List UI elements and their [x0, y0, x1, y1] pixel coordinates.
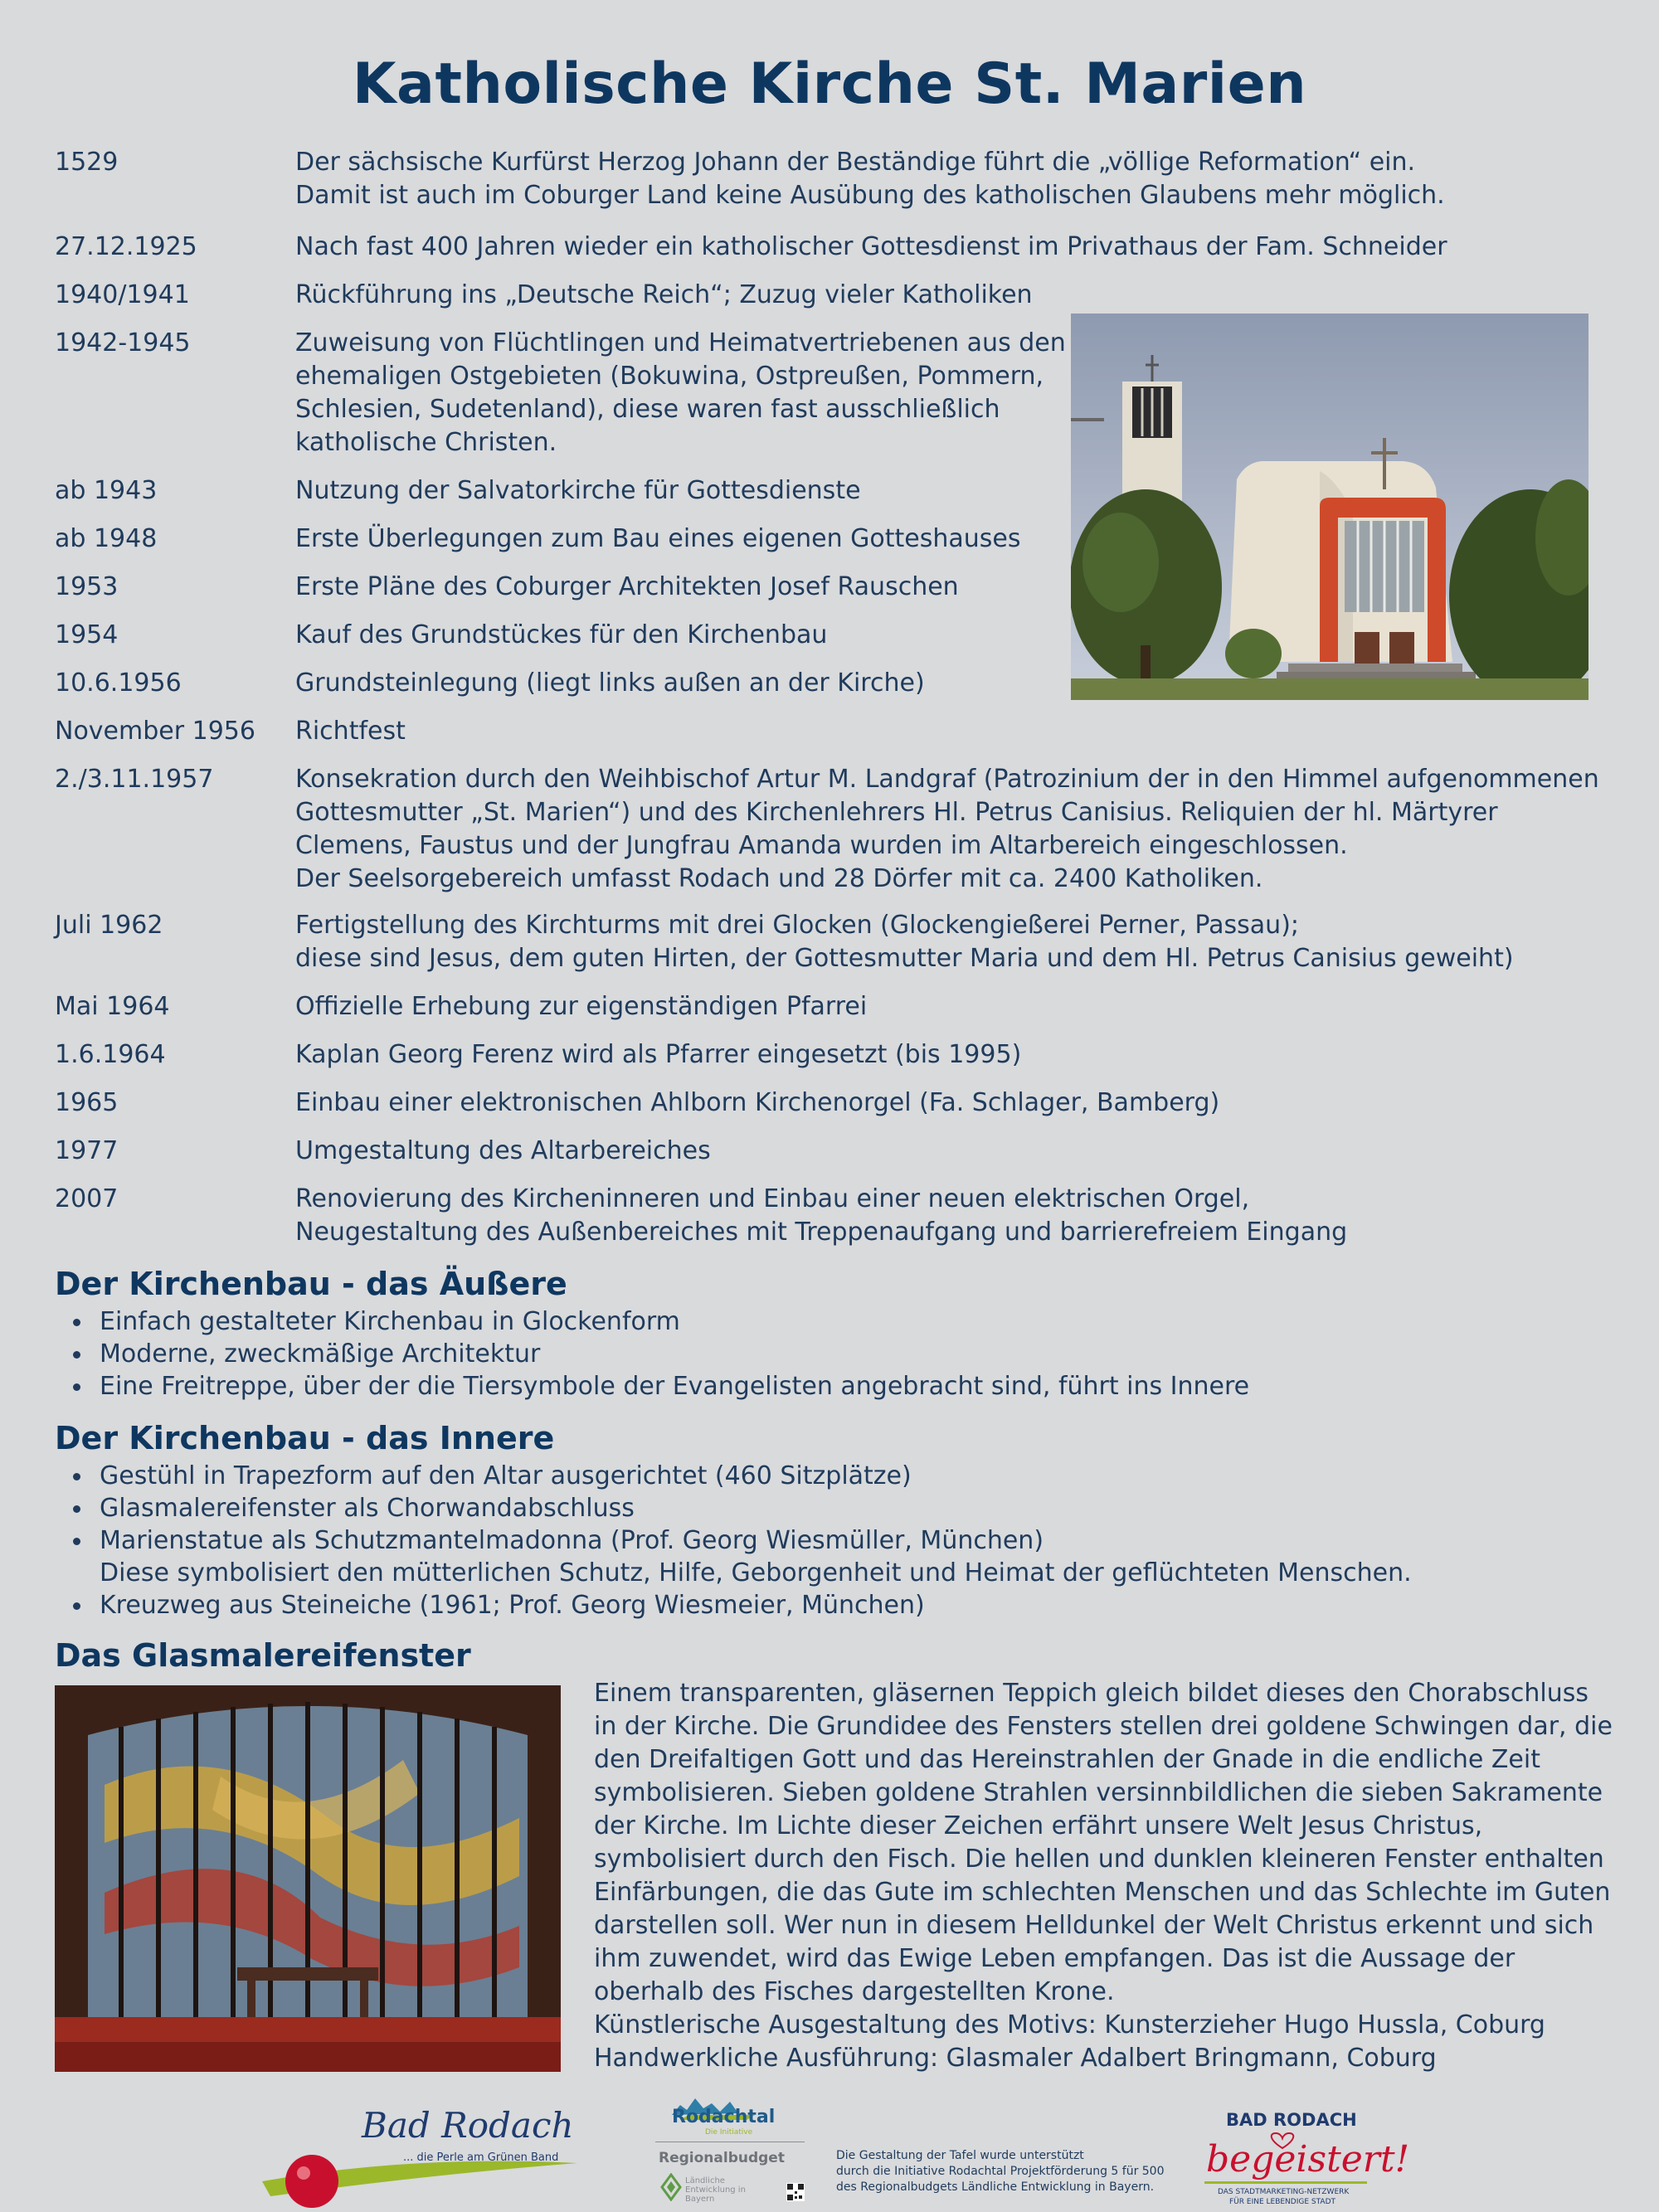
- timeline-line: katholische Christen.: [295, 428, 557, 457]
- timeline-line: Zuweisung von Flüchtlingen und Heimatvertriebenen aus den: [295, 328, 1066, 357]
- timeline-text: [295, 146, 1445, 212]
- list-item-text: Glasmalereifenster als Chorwandabschluss: [100, 1494, 635, 1523]
- paragraph-line: oberhalb des Fisches dargestellten Krone.: [594, 1977, 1115, 2006]
- timeline-text: [295, 327, 1066, 459]
- timeline-year: 1.6.1964: [55, 1040, 166, 1069]
- paragraph-line: der Kirche. Im Lichte dieser Zeichen erfährt unsere Welt Jesus Christus,: [594, 1811, 1483, 1840]
- timeline-line: Schlesien, Sudetenland), diese waren fast ausschließlich: [295, 395, 1000, 424]
- bad-rodach-logo-text: Bad Rodach: [362, 2105, 574, 2146]
- timeline-line: Umgestaltung des Altarbereiches: [295, 1136, 711, 1165]
- rodachtal-sub: Die Initiative: [705, 2128, 753, 2137]
- timeline-year: ab 1943: [55, 476, 158, 505]
- timeline-line: Erste Pläne des Coburger Architekten Josef Rauschen: [295, 572, 959, 601]
- timeline-line: Kauf des Grundstückes für den Kirchenbau: [295, 620, 828, 649]
- begeistert-sub-2: FÜR EINE LEBENDIGE STADT: [1229, 2198, 1335, 2206]
- paragraph-line: Handwerkliche Ausführung: Glasmaler Adalbert Bringmann, Coburg: [594, 2044, 1437, 2073]
- timeline-year: 10.6.1956: [55, 668, 182, 698]
- paragraph-line: in der Kirche. Die Grundidee des Fensters stellen drei goldene Schwingen dar, die: [594, 1712, 1613, 1741]
- timeline-year: 1965: [55, 1088, 119, 1117]
- paragraph-line: darstellen soll. Wer nun in diesem Helldunkel der Welt Christus erkennt und sich: [594, 1911, 1594, 1940]
- timeline-year: ab 1948: [55, 524, 158, 553]
- timeline-line: Richtfest: [295, 717, 406, 746]
- glass-description: [594, 1677, 1613, 2075]
- timeline-line: Einbau einer elektronischen Ahlborn Kirchenorgel (Fa. Schlager, Bamberg): [295, 1088, 1220, 1117]
- list-item: [55, 1524, 1412, 1589]
- paragraph-line: ihm zuwendet, wird das Ewige Leben empfangen. Das ist die Aussage der: [594, 1944, 1515, 1973]
- timeline-year: Mai 1964: [55, 992, 170, 1021]
- list-item: [55, 1370, 1249, 1403]
- timeline-text: [295, 909, 1514, 975]
- list-item-text: Moderne, zweckmäßige Architektur: [100, 1339, 541, 1369]
- timeline-year: 1953: [55, 572, 119, 601]
- timeline-text: [295, 667, 925, 700]
- timeline-line: Gottesmutter „St. Marien“) und des Kirchenlehrers Hl. Petrus Canisius. Reliquien der hl. Märtyrer: [295, 798, 1498, 827]
- list-item-text: Einfach gestalteter Kirchenbau in Glockenform: [100, 1307, 680, 1336]
- timeline-line: Neugestaltung des Außenbereiches mit Treppenaufgang und barrierefreiem Eingang: [295, 1218, 1348, 1247]
- paragraph-line: den Dreifaltigen Gott und das Hereinstrahlen der Gnade in die endliche Zeit: [594, 1745, 1540, 1774]
- timeline-year: 27.12.1925: [55, 232, 197, 261]
- section-title-interior: Der Kirchenbau - das Innere: [55, 1420, 555, 1456]
- paragraph-line: Einfärbungen, die das Gute im schlechten Menschen und das Schlechte im Guten: [594, 1878, 1611, 1907]
- sponsor-line: des Regionalbudgets Ländliche Entwicklung in Bayern.: [836, 2180, 1155, 2194]
- timeline-line: Nutzung der Salvatorkirche für Gottesdienste: [295, 476, 861, 505]
- timeline-year: 1977: [55, 1136, 119, 1165]
- timeline-text: [295, 715, 406, 748]
- timeline-line: Renovierung des Kircheninneren und Einbau einer neuen elektrischen Orgel,: [295, 1184, 1250, 1213]
- timeline-year: 1954: [55, 620, 119, 649]
- le-bayern-text: Ländliche Entwicklung in Bayern: [685, 2176, 746, 2204]
- bad-rodach-logo: [246, 2105, 586, 2209]
- church-exterior-illustration: [1071, 314, 1588, 700]
- rodachtal-logo: [655, 2090, 813, 2206]
- list-item: [55, 1589, 1412, 1621]
- section-title-glass: Das Glasmalereifenster: [55, 1637, 471, 1674]
- section-title-exterior: Der Kirchenbau - das Äußere: [55, 1266, 567, 1302]
- list-item: [55, 1338, 1249, 1370]
- timeline-line: Rückführung ins „Deutsche Reich“; Zuzug vieler Katholiken: [295, 280, 1033, 309]
- list-item-text: Diese symbolisiert den mütterlichen Schutz, Hilfe, Geborgenheit und Heimat der geflüchteten Menschen.: [100, 1558, 1412, 1587]
- timeline-text: [295, 1135, 711, 1168]
- timeline-line: Kaplan Georg Ferenz wird als Pfarrer eingesetzt (bis 1995): [295, 1040, 1022, 1069]
- timeline-line: Damit ist auch im Coburger Land keine Ausübung des katholischen Glaubens mehr möglich.: [295, 181, 1445, 210]
- timeline-text: [295, 619, 827, 652]
- timeline-line: Konsekration durch den Weihbischof Artur M. Landgraf (Patrozinium der in den Himmel aufgenommenen: [295, 765, 1599, 794]
- stained-glass-illustration: [55, 1685, 561, 2072]
- timeline-text: [295, 1183, 1347, 1249]
- timeline-line: diese sind Jesus, dem guten Hirten, der Gottesmutter Maria und dem Hl. Petrus Canisius geweiht): [295, 944, 1514, 973]
- page-title: Katholische Kirche St. Marien: [352, 51, 1307, 117]
- paragraph-line: symbolisieren. Sieben goldene Strahlen versinnbildlichen die sieben Sakramente: [594, 1778, 1603, 1807]
- timeline-text: [295, 1038, 1021, 1072]
- timeline-line: Offizielle Erhebung zur eigenständigen Pfarrei: [295, 992, 868, 1021]
- begeistert-top: BAD RODACH: [1226, 2110, 1357, 2130]
- timeline-text: [295, 279, 1033, 312]
- interior-list: [55, 1460, 1412, 1621]
- timeline-line: ehemaligen Ostgebieten (Bokuwina, Ostpreußen, Pommern,: [295, 362, 1044, 391]
- list-item-text: Eine Freitreppe, über der die Tiersymbole der Evangelisten angebracht sind, führt ins Innere: [100, 1372, 1250, 1401]
- timeline-line: Grundsteinlegung (liegt links außen an der Kirche): [295, 668, 925, 698]
- begeistert-sub-1: DAS STADTMARKETING-NETZWERK: [1218, 2188, 1350, 2196]
- list-item: [55, 1460, 1412, 1492]
- regionalbudget-label: Regionalbudget: [659, 2150, 785, 2166]
- timeline-line: Fertigstellung des Kirchturms mit drei Glocken (Glockengießerei Perner, Passau);: [295, 911, 1300, 940]
- timeline-year: 1942-1945: [55, 328, 191, 357]
- timeline-text: [295, 763, 1599, 896]
- paragraph-line: Einem transparenten, gläsernen Teppich gleich bildet dieses den Chorabschluss: [594, 1679, 1589, 1708]
- timeline-year: 2./3.11.1957: [55, 765, 214, 794]
- timeline-line: Der Seelsorgebereich umfasst Rodach und 28 Dörfer mit ca. 2400 Katholiken.: [295, 864, 1263, 893]
- timeline-line: Der sächsische Kurfürst Herzog Johann der Beständige führt die „völlige Reformation“ ein.: [295, 148, 1416, 177]
- list-item-text: Marienstatue als Schutzmantelmadonna (Prof. Georg Wiesmüller, München): [100, 1526, 1044, 1555]
- bad-rodach-tagline: ... die Perle am Grünen Band: [403, 2151, 559, 2164]
- timeline-year: 2007: [55, 1184, 119, 1213]
- timeline-line: Nach fast 400 Jahren wieder ein katholischer Gottesdienst im Privathaus der Fam. Schneider: [295, 232, 1447, 261]
- list-item: [55, 1492, 1412, 1524]
- rodachtal-logo-text: Rodachtal: [672, 2107, 776, 2127]
- sponsor-line: Die Gestaltung der Tafel wurde unterstützt: [836, 2149, 1084, 2162]
- qr-code-icon: [786, 2183, 805, 2201]
- timeline-text: [295, 1087, 1219, 1120]
- begeistert-word: begeistert!: [1206, 2138, 1410, 2180]
- paragraph-line: symbolisiert durch den Fisch. Die hellen und dunklen kleineren Fenster enthalten: [594, 1845, 1604, 1874]
- sponsor-note: [836, 2148, 1165, 2195]
- divider: [1204, 2181, 1367, 2184]
- exterior-list: [55, 1305, 1249, 1403]
- timeline-text: [295, 231, 1447, 264]
- timeline-text: [295, 474, 861, 508]
- list-item: [55, 1305, 1249, 1338]
- timeline-line: Clemens, Faustus und der Jungfrau Amanda wurden im Altarbereich eingeschlossen.: [295, 831, 1348, 860]
- timeline-year: 1940/1941: [55, 280, 190, 309]
- paragraph-line: Künstlerische Ausgestaltung des Motivs: Kunsterzieher Hugo Hussla, Coburg: [594, 2010, 1545, 2039]
- timeline-line: Erste Überlegungen zum Bau eines eigenen Gotteshauses: [295, 524, 1021, 553]
- timeline-year: 1529: [55, 148, 119, 177]
- list-item-text: Gestühl in Trapezform auf den Altar ausgerichtet (460 Sitzplätze): [100, 1461, 912, 1490]
- begeistert-logo: [1199, 2110, 1410, 2210]
- sponsor-line: durch die Initiative Rodachtal Projektförderung 5 für 500: [836, 2165, 1165, 2178]
- timeline-year: November 1956: [55, 717, 255, 746]
- stained-glass-photo: [55, 1685, 561, 2072]
- le-bayern-icon: [660, 2173, 682, 2201]
- list-item-text: Kreuzweg aus Steineiche (1961; Prof. Georg Wiesmeier, München): [100, 1591, 925, 1620]
- church-exterior-photo: [1071, 314, 1588, 700]
- timeline-text: [295, 990, 867, 1023]
- timeline-text: [295, 571, 959, 604]
- timeline-text: [295, 523, 1021, 556]
- timeline-year: Juli 1962: [55, 911, 163, 940]
